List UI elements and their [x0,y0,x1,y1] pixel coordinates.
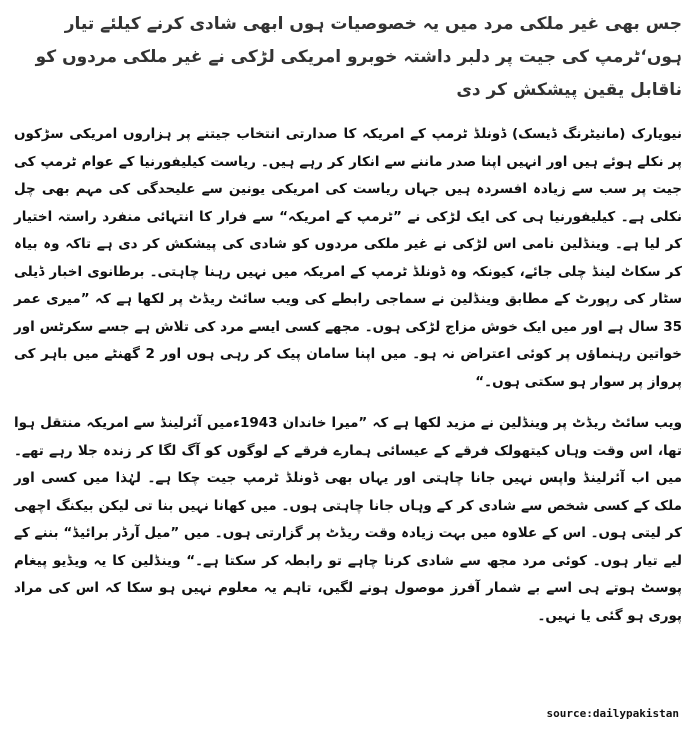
article-paragraph-1: نیویارک (مانیٹرنگ ڈیسک) ڈونلڈ ٹرمپ کے امریکہ کا صدارتی انتخاب جیتنے پر ہزاروں امریکی سڑکوں پر نکلے ہوئے ہیں اور انہیں اپنا صدر ماننے سے انکار کر رہے ہیں۔ ریاست کیلیفورنیا کے عوام ٹرمپ کی جیت پر سب سے زیادہ افسردہ ہیں جہاں ریاست کی امریکی یونین سے علیحدگی کی مہم بھی چل نکلی ہے۔ کیلیفورنیا ہی کی ایک لڑکی نے ”ٹرمپ کے امریکہ“ سے فرار کا انتہائی منفرد راستہ اختیار کر لیا ہے۔ وینڈلین نامی اس لڑکی نے غیر ملکی مردوں کو شادی کی پیشکش کر دی ہے تاکہ وہ بیاہ کر سکاٹ لینڈ چلی جائے، کیونکہ وہ ڈونلڈ ٹرمپ کے امریکہ میں نہیں رہنا چاہتی۔ برطانوی اخبار ڈیلی سٹار کی رپورٹ کے مطابق وینڈلین نے سماجی رابطے کی ویب سائٹ ریڈٹ پر لکھا ہے کہ ”میری عمر 35 سال ہے اور میں ایک خوش مزاج لڑکی ہوں۔ مجھے کسی ایسے مرد کی تلاش ہے جسے سکرٹس اور خواتین رہنماﺅں پر کوئی اعتراض نہ ہو۔ میں اپنا سامان پیک کر رہی ہوں اور 2 گھنٹے میں باہر کی پرواز پر سوار ہو سکتی ہوں۔“ [14,126,682,390]
news-article [14,8,682,644]
article-headline: جس بھی غیر ملکی مرد میں یہ خصوصیات ہوں ابھی شادی کرنے کیلئے تیار ہوں‘ٹرمپ کی جیت پر دلبر داشتہ خوبرو امریکی لڑکی نے غیر ملکی مردوں کو ناقابل یقین پیشکش کر دی [35,14,682,100]
article-paragraph-2: ویب سائٹ ریڈٹ پر وینڈلین نے مزید لکھا ہے کہ ”میرا خاندان 1943ءمیں آئرلینڈ سے امریکہ منتقل ہوا تھا، اس وقت وہاں کیتھولک فرقے کے عیسائی ہمارے فرقے کے لوگوں کو آگ لگا کر زندہ جلا رہے تھے۔ میں اب آئرلینڈ واپس نہیں جانا چاہتی اور یہاں بھی ڈونلڈ ٹرمپ جیت چکا ہے۔ لہٰذا میں کسی اور ملک کے کسی شخص سے شادی کر کے وہاں جانا چاہتی ہوں۔ میں کھانا نہیں بنا تی لیکن بیکنگ اچھی کر لیتی ہوں۔ اس کے علاوہ میں بہت زیادہ وقت ریڈٹ پر گزارتی ہوں۔ میں ”میل آرڈر برائیڈ“ بننے کے لیے تیار ہوں۔ کوئی مرد مجھ سے شادی کرنا چاہے تو رابطہ کر سکتا ہے۔“ وینڈلین کا یہ ویڈیو پیغام پوسٹ ہوتے ہی اسے بے شمار آفرز موصول ہونے لگیں، تاہم یہ معلوم نہیں ہو سکا کہ اس کی مراد پوری ہو گئی یا نہیں۔ [14,415,683,624]
source-credit: source:dailypakistan [546,707,679,720]
